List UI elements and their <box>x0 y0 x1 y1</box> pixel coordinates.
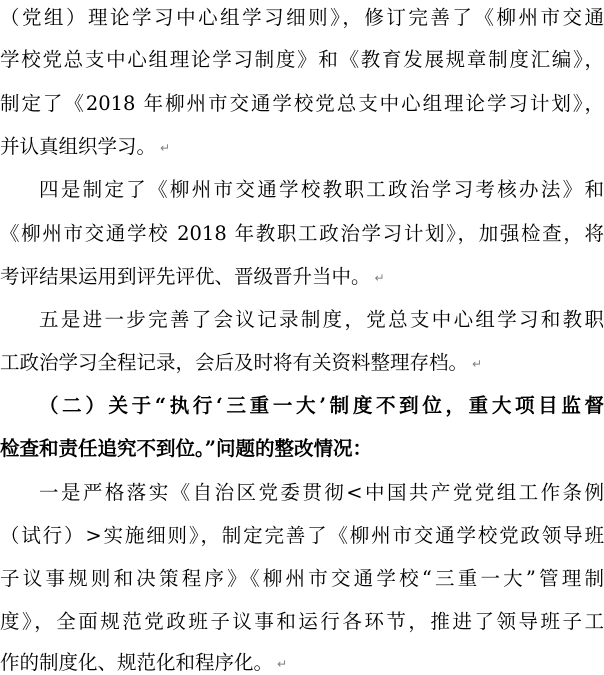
paragraph-2-line-1: 四是制定了《柳州市交通学校教职工政治学习考核办法》和 <box>39 178 604 201</box>
paragraph-2-line-2: 《柳州市交通学校 2018 年教职工政治学习计划》，加强检查，将 <box>0 222 604 245</box>
paragraph-2-line-3: 考评结果运用到评先评优、晋级晋升当中。 ↵ <box>0 265 385 288</box>
paragraph-5-line-3: 子议事规则和决策程序》《柳州市交通学校“三重一大”管理制 <box>0 567 604 590</box>
paragraph-1-line-4: 并认真组织学习。 ↵ <box>0 135 171 158</box>
paragraph-5-line-4: 度》，全面规范党政班子议事和运行各环节，推进了领导班子工 <box>0 610 604 633</box>
paragraph-mark-icon: ↵ <box>472 357 483 371</box>
paragraph-mark-icon: ↵ <box>277 657 288 671</box>
paragraph-mark-icon: ↵ <box>374 271 385 285</box>
paragraph-5-line-1: 一是严格落实《自治区党委贯彻<中国共产党党组工作条例 <box>39 481 604 504</box>
paragraph-5-line-5: 作的制度化、规范化和程序化。 ↵ <box>0 651 288 674</box>
section-heading-line-1: （二）关于“执行‘三重一大’制度不到位，重大项目监督 <box>39 394 604 417</box>
paragraph-mark-icon: ↵ <box>160 141 171 155</box>
paragraph-3-line-2: 工政治学习全程记录，会后及时将有关资料整理存档。 ↵ <box>0 351 483 374</box>
paragraph-1-line-1: （党组）理论学习中心组学习细则》，修订完善了《柳州市交通 <box>0 6 604 29</box>
paragraph-3-line-1: 五是进一步完善了会议记录制度，党总支中心组学习和教职 <box>39 308 604 331</box>
paragraph-1-line-2: 学校党总支中心组理论学习制度》和《教育发展规章制度汇编》， <box>0 48 604 71</box>
paragraph-1-line-3: 制定了《2018 年柳州市交通学校党总支中心组理论学习计划》， <box>0 92 604 115</box>
paragraph-5-line-2: （试行）>实施细则》，制定完善了《柳州市交通学校党政领导班 <box>0 524 604 547</box>
section-heading-line-2: 检查和责任追究不到位。”问题的整改情况： <box>0 437 372 460</box>
